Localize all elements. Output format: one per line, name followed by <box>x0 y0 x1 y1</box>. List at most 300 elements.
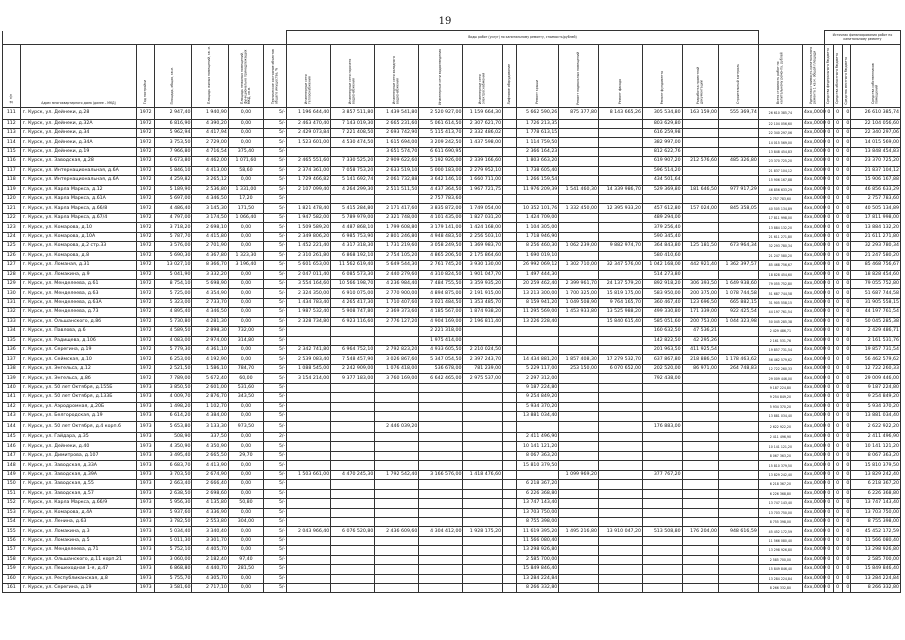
row-foundation-cost: 202 520,00 <box>643 364 683 373</box>
row-design-cost <box>682 270 718 279</box>
row-owner-funds: 15 810 379,50 <box>851 461 901 470</box>
row-area-living: 4 440,70 <box>192 565 228 574</box>
row-unit-cost: 4xx,0000 <box>802 584 824 593</box>
row-tech-state: 5/- <box>264 383 287 392</box>
row-number: 132 <box>3 308 21 317</box>
row-foundation-cost <box>643 442 683 451</box>
row-area-nonresidential: 1 066,40 <box>228 213 263 222</box>
table-row <box>3 499 901 508</box>
row-regional-funds: 0 <box>833 355 842 364</box>
row-area-living: 4 367,80 <box>192 251 228 260</box>
row-heating-cost <box>287 393 331 402</box>
row-federal-funds: 0 <box>824 364 833 373</box>
row-facade-cost <box>598 489 642 498</box>
row-owner-funds: 6 226 368,80 <box>851 489 901 498</box>
row-electric-cost <box>463 461 503 470</box>
row-tech-state: 5/- <box>264 138 287 147</box>
row-number: 120 <box>3 195 21 204</box>
row-owner-funds: 2 161 531,76 <box>851 336 901 345</box>
row-hot-water-cost <box>331 421 375 433</box>
row-area-total: 6 816,90 <box>155 119 192 128</box>
row-owner-funds: 13 747 143,40 <box>851 499 901 508</box>
row-tech-state: 5/- <box>264 536 287 545</box>
table-row <box>3 546 901 555</box>
row-year: 1972 <box>137 108 155 120</box>
row-facade-cost <box>598 412 642 421</box>
row-number: 143 <box>3 412 21 421</box>
register-header <box>3 31 901 108</box>
row-unit-cost: 4xx,0000 <box>802 317 824 326</box>
row-tech-state: 5/- <box>264 213 287 222</box>
row-area-total: 5 323,00 <box>155 298 192 307</box>
row-basement-cost <box>559 421 599 433</box>
row-federal-funds: 0 <box>824 461 833 470</box>
row-area-total: 6 253,00 <box>155 355 192 364</box>
header-total: Всего стоимость работ по капитальному ремонту, рублей <box>758 45 802 108</box>
row-number: 119 <box>3 185 21 194</box>
row-sewage-cost <box>419 383 463 392</box>
row-foundation-cost: 892 918,20 <box>643 279 683 288</box>
row-address: г. Курск, ул. Менделеева, д.61 <box>20 279 137 288</box>
row-area-total: 5 730,80 <box>155 317 192 326</box>
row-cold-water-cost <box>375 536 419 545</box>
row-supervision-cost <box>719 546 759 555</box>
row-area-nonresidential: 0,00 <box>228 442 263 451</box>
row-cold-water-cost <box>375 499 419 508</box>
row-electric-cost <box>463 480 503 489</box>
table-row <box>3 461 901 470</box>
row-area-total: 4 895,40 <box>155 308 192 317</box>
row-area-nonresidential: 1 331,00 <box>228 185 263 194</box>
table-row <box>3 574 901 583</box>
row-design-cost <box>682 451 718 460</box>
row-basement-cost <box>559 270 599 279</box>
row-unit-cost: 4xx,0000 <box>802 393 824 402</box>
row-design-cost <box>682 393 718 402</box>
row-basement-cost <box>559 176 599 185</box>
row-design-cost <box>682 433 718 442</box>
row-total-cost: 56 462 579,62 <box>758 355 802 364</box>
row-area-nonresidential: 3 196,40 <box>228 261 263 270</box>
row-area-living: 2 666,40 <box>192 480 228 489</box>
row-address: г. Курск, ул. Гайдара, д.35 <box>20 433 137 442</box>
row-number: 150 <box>3 480 21 489</box>
row-address: г. Курск, ул. 50 лет Октября, д.4 корп.6 <box>20 421 137 433</box>
row-design-cost <box>682 138 718 147</box>
row-facade-cost: 13 525 988,20 <box>598 308 642 317</box>
row-design-cost: 411 925,54 <box>682 346 718 355</box>
row-basement-cost <box>559 517 599 526</box>
row-area-total: 5 787,70 <box>155 232 192 241</box>
row-heating-cost <box>287 565 331 574</box>
row-design-cost <box>682 251 718 260</box>
row-total-cost: 79 055 752,80 <box>758 279 802 288</box>
table-row <box>3 261 901 270</box>
table-row <box>3 451 901 460</box>
row-basement-cost <box>559 433 599 442</box>
row-foundation-cost <box>643 555 683 564</box>
row-total-cost: 11 566 080,40 <box>758 536 802 545</box>
row-hot-water-cost <box>331 461 375 470</box>
row-address: г. Курск, ул. Комарова, д.2 стр.33 <box>20 242 137 251</box>
row-year: 1972 <box>137 251 155 260</box>
row-federal-funds: 0 <box>824 508 833 517</box>
row-electric-cost: 1 874 938,20 <box>463 308 503 317</box>
row-total-cost: 15 849 846,40 <box>758 565 802 574</box>
row-unit-cost: 4xx,0000 <box>802 119 824 128</box>
row-cold-water-cost: 2 792 823,20 <box>375 346 419 355</box>
row-area-total: 5 041,90 <box>155 270 192 279</box>
row-supervision-cost <box>719 232 759 241</box>
row-hot-water-cost: 5 141 692,74 <box>331 176 375 185</box>
row-area-nonresidential: 0,00 <box>228 308 263 317</box>
row-elevator-cost <box>503 374 517 383</box>
row-unit-cost: 4xx,0000 <box>802 433 824 442</box>
row-regional-funds: 0 <box>833 242 842 251</box>
row-design-cost <box>682 565 718 574</box>
row-hot-water-cost: 7 143 019,30 <box>331 119 375 128</box>
header-work-cold-water: Инженерные сети холодного водоснабжения <box>375 45 419 108</box>
row-roof-cost: 13 284 224,84 <box>517 574 559 583</box>
row-area-total: 5 697,00 <box>155 195 192 204</box>
row-total-cost: 15 810 379,50 <box>758 461 802 470</box>
row-year: 1972 <box>137 355 155 364</box>
row-total-cost: 40 505 134,89 <box>758 204 802 213</box>
row-sewage-cost: 4 437 364,50 <box>419 185 463 194</box>
row-number: 134 <box>3 327 21 336</box>
row-hot-water-cost: 7 330 525,20 <box>331 157 375 166</box>
row-local-funds: 0 <box>842 289 851 298</box>
row-local-funds: 0 <box>842 574 851 583</box>
row-facade-cost <box>598 327 642 336</box>
row-area-nonresidential: 0,00 <box>228 346 263 355</box>
row-foundation-cost <box>643 412 683 421</box>
row-cold-water-cost: 3 026 867,60 <box>375 355 419 364</box>
row-total-cost: 51 687 744,58 <box>758 289 802 298</box>
row-hot-water-cost: 4 264 299,30 <box>331 185 375 194</box>
row-area-total: 13 027,10 <box>155 261 192 270</box>
row-regional-funds: 0 <box>833 251 842 260</box>
table-row <box>3 346 901 355</box>
row-area-total: 4 589,50 <box>155 327 192 336</box>
row-area-nonresidential: 0,00 <box>228 119 263 128</box>
row-federal-funds: 0 <box>824 204 833 213</box>
row-hot-water-cost <box>331 536 375 545</box>
row-total-cost: 2 757 783,60 <box>758 195 802 204</box>
row-elevator-cost <box>503 412 517 421</box>
row-basement-cost <box>559 574 599 583</box>
row-basement-cost: 1 453 933,80 <box>559 308 599 317</box>
row-electric-cost: 1 353 485,70 <box>463 298 503 307</box>
row-supervision-cost <box>719 565 759 574</box>
row-federal-funds: 0 <box>824 147 833 156</box>
row-area-nonresidential: 0,00 <box>228 242 263 251</box>
row-electric-cost: 1 369 983,70 <box>463 242 503 251</box>
row-roof-cost: 20 259 462,40 <box>517 279 559 288</box>
capital-repair-register <box>2 30 901 593</box>
row-unit-cost: 4xx,0000 <box>802 176 824 185</box>
row-owner-funds: 9 254 849,20 <box>851 393 901 402</box>
row-supervision-cost <box>719 119 759 128</box>
row-foundation-cost: 364 843,80 <box>643 242 683 251</box>
row-area-living: 4 462,00 <box>192 157 228 166</box>
row-roof-cost: 11 566 080,40 <box>517 536 559 545</box>
row-area-living: 2 898,30 <box>192 327 228 336</box>
row-tech-state: 5/- <box>264 499 287 508</box>
row-design-cost: 212 576,60 <box>682 157 718 166</box>
row-facade-cost: 24 137 579,20 <box>598 279 642 288</box>
row-area-nonresidential: 0,00 <box>228 412 263 421</box>
row-hot-water-cost: 6 923 116,60 <box>331 317 375 326</box>
row-unit-cost: 4xx,0000 <box>802 327 824 336</box>
row-cold-water-cost: 2 801 246,80 <box>375 232 419 241</box>
row-local-funds: 0 <box>842 336 851 345</box>
row-regional-funds: 0 <box>833 499 842 508</box>
row-total-cost: 13 829 242,40 <box>758 470 802 479</box>
row-area-nonresidential: 58,60 <box>228 166 263 175</box>
row-supervision-cost <box>719 270 759 279</box>
row-address: г. Курск, ул. Павлова, д.6 <box>20 327 137 336</box>
row-roof-cost: 10 141 121,20 <box>517 442 559 451</box>
row-cold-water-cost: 1 710 407,60 <box>375 298 419 307</box>
row-area-nonresidential: 0,00 <box>228 402 263 411</box>
row-unit-cost: 4xx,0000 <box>802 108 824 120</box>
row-federal-funds: 0 <box>824 176 833 185</box>
table-row <box>3 195 901 204</box>
row-tech-state: 5/- <box>264 555 287 564</box>
table-row <box>3 355 901 364</box>
row-supervision-cost <box>719 499 759 508</box>
row-cold-water-cost: 1 731 219,60 <box>375 242 419 251</box>
row-sewage-cost <box>419 555 463 564</box>
row-supervision-cost <box>719 128 759 137</box>
row-owner-funds: 9 187 224,80 <box>851 383 901 392</box>
row-address: г. Курск, ул. Карла Маркса, д.12 <box>20 185 137 194</box>
table-row <box>3 270 901 279</box>
table-row <box>3 298 901 307</box>
row-heating-cost: 1 088 545,00 <box>287 364 331 373</box>
row-total-cost: 9 187 224,80 <box>758 383 802 392</box>
row-electric-cost <box>463 565 503 574</box>
row-owner-funds: 19 857 731,54 <box>851 346 901 355</box>
row-year: 1973 <box>137 555 155 564</box>
row-local-funds: 0 <box>842 308 851 317</box>
row-cold-water-cost: 1 076 418,00 <box>375 364 419 373</box>
row-foundation-cost <box>643 402 683 411</box>
row-design-cost: 42 295,26 <box>682 336 718 345</box>
row-total-cost: 2 411 496,90 <box>758 433 802 442</box>
row-federal-funds: 0 <box>824 546 833 555</box>
row-area-nonresidential: 0,00 <box>228 298 263 307</box>
row-sewage-cost <box>419 451 463 460</box>
row-supervision-cost: 845 358,05 <box>719 204 759 213</box>
row-foundation-cost: 585 051,60 <box>643 317 683 326</box>
row-sewage-cost: 2 221 318,00 <box>419 327 463 336</box>
row-unit-cost: 4xx,0000 <box>802 565 824 574</box>
row-sewage-cost: 7 484 755,50 <box>419 279 463 288</box>
header-work-elevator: Лифтовое оборудование <box>503 45 517 108</box>
row-sewage-cost <box>419 489 463 498</box>
row-unit-cost: 4xx,0000 <box>802 412 824 421</box>
row-federal-funds: 0 <box>824 383 833 392</box>
row-foundation-cost <box>643 508 683 517</box>
row-local-funds: 0 <box>842 527 851 536</box>
row-supervision-cost <box>719 223 759 232</box>
row-address: г. Курск, ул. Дейнеки, д.28 <box>20 108 137 120</box>
row-number: 153 <box>3 508 21 517</box>
row-heating-cost: 2 047 011,40 <box>287 270 331 279</box>
row-foundation-cost: 596 514,20 <box>643 166 683 175</box>
row-federal-funds: 0 <box>824 298 833 307</box>
row-area-living: 4 417,94 <box>192 128 228 137</box>
row-supervision-cost <box>719 421 759 433</box>
row-federal-funds: 0 <box>824 412 833 421</box>
row-elevator-cost <box>503 128 517 137</box>
row-federal-funds: 0 <box>824 402 833 411</box>
row-number: 159 <box>3 565 21 574</box>
row-tech-state: 5/- <box>264 374 287 383</box>
row-year: 1973 <box>137 536 155 545</box>
row-basement-cost <box>559 584 599 593</box>
row-design-cost <box>682 166 718 175</box>
row-foundation-cost: 379 256,40 <box>643 223 683 232</box>
row-facade-cost <box>598 508 642 517</box>
row-area-living: 5 698,90 <box>192 279 228 288</box>
row-tech-state: 5/- <box>264 402 287 411</box>
row-tech-state: 5/- <box>264 204 287 213</box>
row-supervision-cost: 922 425,54 <box>719 308 759 317</box>
row-area-nonresidential: 0,00 <box>228 317 263 326</box>
row-supervision-cost <box>719 336 759 345</box>
row-total-cost: 12 722 260,33 <box>758 364 802 373</box>
row-roof-cost <box>517 346 559 355</box>
row-regional-funds: 0 <box>833 232 842 241</box>
row-cold-water-cost: 2 633 519,10 <box>375 166 419 175</box>
row-tech-state: 5/- <box>264 393 287 402</box>
row-heating-cost <box>287 402 331 411</box>
row-sewage-cost <box>419 546 463 555</box>
row-area-living: 4 354,90 <box>192 289 228 298</box>
row-cold-water-cost <box>375 584 419 593</box>
row-total-cost: 29 009 446,00 <box>758 374 802 383</box>
row-federal-funds: 0 <box>824 536 833 545</box>
row-owner-funds: 44 197 761,54 <box>851 308 901 317</box>
row-federal-funds: 0 <box>824 119 833 128</box>
row-sewage-cost: 4 101 435,00 <box>419 213 463 222</box>
row-foundation-cost: 305 534,80 <box>643 108 683 120</box>
row-design-cost: 86 971,00 <box>682 364 718 373</box>
row-tech-state: 5/- <box>264 565 287 574</box>
row-area-nonresidential: 0,00 <box>228 232 263 241</box>
header-spacer-2 <box>758 31 824 45</box>
row-unit-cost: 4xx,0000 <box>802 374 824 383</box>
header-work-hot-water: Инженерные сети горячего водоснабжения <box>331 45 375 108</box>
row-address: г. Курск, ул. Карла Маркса, д.61А <box>20 195 137 204</box>
row-owner-funds: 11 566 080,40 <box>851 536 901 545</box>
header-work-foundation: Ремонт фундамента <box>643 45 683 108</box>
row-heating-cost: 1 434 783,40 <box>287 298 331 307</box>
row-total-cost: 13 747 143,40 <box>758 499 802 508</box>
row-area-total: 3 060,00 <box>155 555 192 564</box>
row-year: 1973 <box>137 383 155 392</box>
row-supervision-cost: 1 078 744,58 <box>719 289 759 298</box>
row-regional-funds: 0 <box>833 223 842 232</box>
header-year: Год постройки <box>137 45 155 108</box>
row-tech-state: 5/- <box>264 489 287 498</box>
row-roof-cost: 26 992 069,12 <box>517 261 559 270</box>
row-design-cost <box>682 461 718 470</box>
row-heating-cost: 1 196 644,40 <box>287 108 331 120</box>
row-area-nonresidential: 1 323,30 <box>228 251 263 260</box>
row-electric-cost: 2 210 024,50 <box>463 346 503 355</box>
row-owner-funds: 56 462 579,62 <box>851 355 901 364</box>
row-heating-cost: 2 465 551,60 <box>287 157 331 166</box>
row-foundation-cost: 377 767,20 <box>643 470 683 479</box>
row-elevator-cost <box>503 185 517 194</box>
row-number: 111 <box>3 108 21 120</box>
row-area-living: 4 350,90 <box>192 442 228 451</box>
row-electric-cost: 2 397 243,70 <box>463 355 503 364</box>
row-federal-funds: 0 <box>824 195 833 204</box>
row-elevator-cost <box>503 251 517 260</box>
row-total-cost: 14 015 569,00 <box>758 138 802 147</box>
row-sewage-cost: 3 166 576,00 <box>419 470 463 479</box>
row-basement-cost <box>559 442 599 451</box>
row-basement-cost <box>559 546 599 555</box>
row-sewage-cost <box>419 442 463 451</box>
row-heating-cost <box>287 555 331 564</box>
row-area-nonresidential: 531,60 <box>228 383 263 392</box>
row-address: г. Курск, ул. Белгородская, д.19 <box>20 412 137 421</box>
row-cold-water-cost: 1 799 608,80 <box>375 223 419 232</box>
row-elevator-cost <box>503 279 517 288</box>
row-roof-cost: 8 159 941,20 <box>517 298 559 307</box>
row-area-living: 2 733,70 <box>192 298 228 307</box>
row-address: г. Курск, ул. Дейнеки, д.34 <box>20 128 137 137</box>
row-federal-funds: 0 <box>824 138 833 147</box>
row-unit-cost: 4xx,0000 <box>802 383 824 392</box>
row-roof-cost: 9 254 849,20 <box>517 393 559 402</box>
row-electric-cost <box>463 584 503 593</box>
row-elevator-cost <box>503 383 517 392</box>
row-total-cost: 22 340 297,06 <box>758 128 802 137</box>
header-group-funding: Источник финансирования работ по капитальному ремонту <box>824 31 900 45</box>
row-local-funds: 0 <box>842 546 851 555</box>
row-facade-cost <box>598 270 642 279</box>
row-supervision-cost: 264 748,83 <box>719 364 759 373</box>
row-number: 140 <box>3 383 21 392</box>
row-cold-water-cost <box>375 402 419 411</box>
row-area-nonresidential: 732,00 <box>228 327 263 336</box>
row-regional-funds: 0 <box>833 451 842 460</box>
row-local-funds: 0 <box>842 555 851 564</box>
row-sewage-cost <box>419 421 463 433</box>
row-address: г. Курск, ул. Ольшанского, д.11 корп.21 <box>20 555 137 564</box>
row-basement-cost <box>559 327 599 336</box>
row-unit-cost: 4xx,0000 <box>802 461 824 470</box>
row-basement-cost <box>559 138 599 147</box>
row-federal-funds: 0 <box>824 232 833 241</box>
row-hot-water-cost: 4 317 318,30 <box>331 242 375 251</box>
row-design-cost <box>682 470 718 479</box>
row-year: 1973 <box>137 402 155 411</box>
row-year: 1973 <box>137 461 155 470</box>
row-facade-cost <box>598 421 642 433</box>
row-cold-water-cost: 1 792 542,40 <box>375 470 419 479</box>
row-tech-state: 5/- <box>264 584 287 593</box>
row-area-living: 3 265,12 <box>192 176 228 185</box>
row-year: 1972 <box>137 204 155 213</box>
